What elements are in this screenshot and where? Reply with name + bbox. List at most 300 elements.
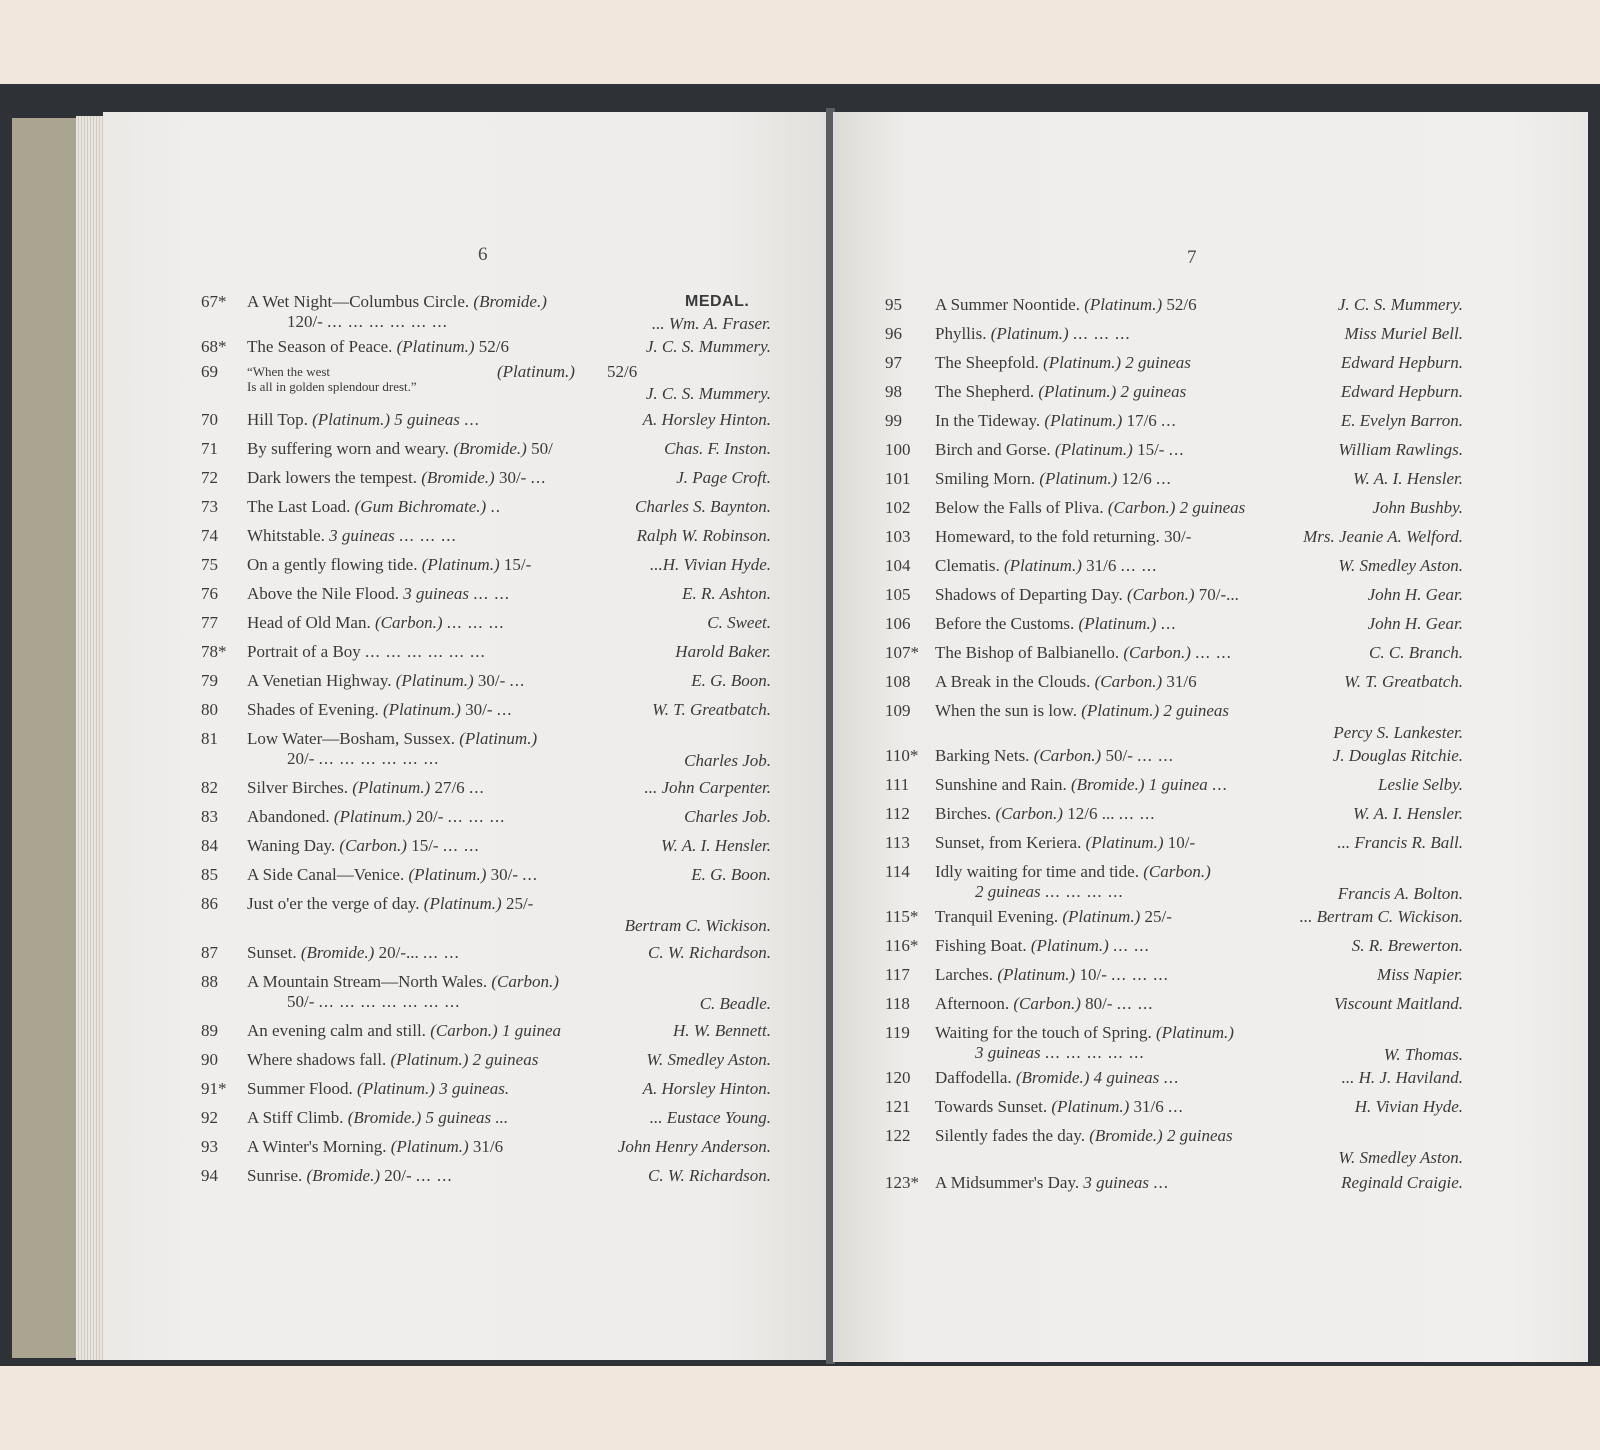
entry-number: 123* [885, 1173, 919, 1192]
entry-number: 76 [201, 584, 218, 603]
entry-process: (Platinum.) [352, 778, 431, 797]
entry-row [201, 1108, 771, 1132]
entry-main [247, 943, 460, 963]
entry-price: 1 guinea [501, 1021, 561, 1040]
entry-main [935, 1126, 1233, 1146]
entry-number: 122 [885, 1126, 911, 1145]
entry-title: Afternoon. [935, 994, 1010, 1013]
entry-title: Homeward, to the fold returning. [935, 527, 1160, 546]
entry-author: Leslie Selby. [1378, 775, 1463, 794]
entry-process: (Carbon.) [491, 972, 559, 991]
entry-main [935, 353, 1191, 373]
entry-dots: ... [1153, 1173, 1169, 1192]
entry-process: (Platinum.) [990, 324, 1069, 343]
entry-price: 12/6 [1121, 469, 1152, 488]
entry-author: J. C. S. Mummery. [645, 384, 771, 403]
entry-process: (Platinum.) [1030, 936, 1109, 955]
entry-row [201, 410, 771, 434]
entry-title: In the Tideway. [935, 411, 1041, 430]
entry-number: 117 [885, 965, 910, 984]
entry-number: 112 [885, 804, 910, 823]
right-page [833, 112, 1588, 1362]
entry-title: The Season of Peace. [247, 337, 393, 356]
entry-main [247, 778, 485, 798]
entry-dots: ... ... ... ... [1044, 882, 1124, 901]
entry-price: 15/- [503, 555, 532, 574]
entry-row [885, 994, 1463, 1018]
entry-main [247, 700, 513, 720]
entry-number: 96 [885, 324, 902, 343]
entry-number: 79 [201, 671, 218, 690]
entry-author: Bertram C. Wickison. [624, 916, 771, 935]
entry-dots: ... ... [1113, 936, 1150, 955]
entry-dots: ... ... [1120, 556, 1158, 575]
entry-title: A Mountain Stream—North Wales. [247, 972, 488, 991]
entry-author: ... John Carpenter. [644, 778, 771, 797]
entry-process: (Carbon.) [1143, 862, 1211, 881]
entry-dots: ... [464, 410, 480, 429]
entry-title: A Wet Night—Columbus Circle. [247, 292, 470, 311]
entry-number: 70 [201, 410, 218, 429]
entry-author: W. A. I. Hensler. [660, 836, 771, 855]
entry-main [935, 936, 1150, 956]
entry-process: (Platinum.) [1084, 295, 1163, 314]
entry-author: E. G. Boon. [691, 865, 771, 884]
entry-dots: ... [1161, 411, 1177, 430]
entry-price: 50/- [1105, 746, 1133, 765]
entry-number: 121 [885, 1097, 911, 1116]
entry-row [201, 729, 771, 775]
entry-title: The Bishop of Balbianello. [935, 643, 1120, 662]
entry-number: 114 [885, 862, 910, 881]
entry-dots: ... ... [1137, 746, 1174, 765]
entry-author: E. G. Boon. [691, 671, 771, 690]
entry-dots: ... [468, 778, 485, 797]
entry-number: 93 [201, 1137, 218, 1156]
entry-number: 75 [201, 555, 218, 574]
entry-number: 67* [201, 292, 227, 311]
entry-price: 50/ [531, 439, 553, 458]
entry-main [935, 1068, 1179, 1088]
entry-author: E. Evelyn Barron. [1340, 411, 1463, 430]
entry-dots: ... ... ... [447, 807, 506, 826]
entry-process: (Carbon.) [1013, 994, 1081, 1013]
entry-author: Charles S. Baynton. [635, 497, 771, 516]
entry-row [201, 972, 771, 1018]
entry-title: Above the Nile Flood. [247, 584, 400, 603]
entry-dots: ... [1168, 440, 1185, 459]
entry-title: Low Water—Bosham, Sussex. [247, 729, 455, 748]
entry-number: 107* [885, 643, 919, 662]
entry-main [247, 497, 501, 517]
entry-dots: .. [490, 497, 501, 516]
entry-title: A Venetian Highway. [247, 671, 392, 690]
entry-process: (Platinum.) [312, 410, 390, 429]
entry-price: 15/- [411, 836, 439, 855]
entry-author: Viscount Maitland. [1333, 994, 1463, 1013]
entry-author: C. Sweet. [707, 613, 771, 632]
entry-number: 108 [885, 672, 911, 691]
entry-title: Birch and Gorse. [935, 440, 1051, 459]
entry-process: (Carbon.) [1127, 585, 1195, 604]
entry-process: (Platinum.) [357, 1079, 435, 1098]
entry-number: 78* [201, 642, 227, 661]
entry-price: 30/- [490, 865, 519, 884]
entry-number: 91* [201, 1079, 227, 1098]
entry-dots: ... ... [442, 836, 480, 855]
entry-dots: ... ... ... [446, 613, 505, 632]
entry-title: Waiting for the touch of Spring. [935, 1023, 1152, 1042]
entry-main [247, 1050, 538, 1070]
entry-main [247, 865, 538, 885]
entry-title: Abandoned. [247, 807, 330, 826]
entry-dots: ... [509, 671, 526, 690]
entry-number: 80 [201, 700, 218, 719]
quote-text [247, 364, 417, 394]
medal-label: MEDAL. [685, 293, 750, 310]
entry-title: Hill Top. [247, 410, 308, 429]
entry-title: Whitstable. [247, 526, 325, 545]
entry-row [885, 324, 1463, 348]
entry-main [247, 1108, 508, 1128]
page-number: 6 [478, 244, 488, 265]
entry-title: On a gently flowing tide. [247, 555, 418, 574]
entry-dots: ... [1160, 614, 1177, 633]
entry-price: 10/- [1167, 833, 1196, 852]
entry-main [247, 729, 537, 749]
entry-main [935, 382, 1186, 402]
entry-price: 20/- [416, 807, 444, 826]
entry-row [885, 965, 1463, 989]
entry-number: 113 [885, 833, 910, 852]
entry-process: (Carbon.) [1123, 643, 1191, 662]
entry-number: 110* [885, 746, 919, 765]
entry-price: 31/6 [1166, 672, 1197, 691]
entry-number: 100 [885, 440, 911, 459]
entry-author: W. A. I. Hensler. [1352, 804, 1463, 823]
entry-process: (Platinum.) [1044, 411, 1123, 430]
entry-number: 105 [885, 585, 911, 604]
entry-author: C. Beadle. [699, 994, 771, 1013]
entry-row [201, 807, 771, 831]
entry-process: (Platinum.) [423, 894, 502, 913]
entry-number: 82 [201, 778, 218, 797]
entry-author: Edward Hepburn. [1340, 353, 1463, 372]
entry-price: 3 guineas [403, 584, 469, 603]
entry-price: 3 guineas [1083, 1173, 1149, 1192]
entry-price: 27/6 [434, 778, 465, 797]
entry-main [247, 584, 510, 604]
entry-process: (Platinum.) [396, 337, 475, 356]
entry-number: 90 [201, 1050, 218, 1069]
entry-main [247, 1079, 509, 1099]
entry-row [885, 775, 1463, 799]
entry-row [201, 497, 771, 521]
entry-process: (Carbon.) [374, 613, 443, 632]
entry-number: 85 [201, 865, 218, 884]
entry-row [201, 1050, 771, 1074]
entry-title: Silently fades the day. [935, 1126, 1085, 1145]
entry-title: Smiling Morn. [935, 469, 1036, 488]
entry-process: (Platinum.) [1081, 701, 1160, 720]
entry-process: (Carbon.) [430, 1021, 498, 1040]
entry-number: 92 [201, 1108, 218, 1127]
entry-author: William Rawlings. [1338, 440, 1463, 459]
entry-price: 30/- [1163, 527, 1192, 546]
entry-process: (Bromide.) [300, 943, 375, 962]
entry-number: 120 [885, 1068, 911, 1087]
entry-author: J. C. S. Mummery. [645, 337, 771, 356]
entry-row [201, 778, 771, 802]
entry-row [885, 440, 1463, 464]
entry-number: 118 [885, 994, 910, 1013]
entry-process: (Bromide.) [1015, 1068, 1090, 1087]
entry-process: (Platinum.) [382, 700, 461, 719]
entry-main [935, 965, 1169, 985]
entry-main [935, 498, 1245, 518]
entry-author: Edward Hepburn. [1340, 382, 1463, 401]
entry-main [935, 775, 1228, 795]
left-page [103, 112, 828, 1360]
entry-title: The Sheepfold. [935, 353, 1039, 372]
entry-author: Chas. F. Inston. [664, 439, 771, 458]
entry-title: Shades of Evening. [247, 700, 379, 719]
entry-row [201, 292, 771, 338]
entry-dots: ... ... [1195, 643, 1232, 662]
entry-price: 20/- [384, 1166, 412, 1185]
entry-price: 120/- [287, 312, 323, 331]
entry-number: 81 [201, 729, 218, 748]
entry-title: Portrait of a Boy [247, 642, 361, 661]
entry-number: 86 [201, 894, 218, 913]
entry-row [885, 701, 1463, 742]
entry-process: (Bromide.) [306, 1166, 380, 1185]
entry-main [247, 642, 486, 662]
entry-subline [287, 992, 460, 1012]
entry-dots: ... [1156, 469, 1172, 488]
entry-row [885, 643, 1463, 667]
entry-title: Daffodella. [935, 1068, 1012, 1087]
entry-author: J. Douglas Ritchie. [1332, 746, 1463, 765]
entry-process: (Bromide.) [1089, 1126, 1163, 1145]
entry-author: John Henry Anderson. [617, 1137, 771, 1156]
entry-process: (Bromide.) [347, 1108, 422, 1127]
entry-number: 97 [885, 353, 902, 372]
entry-author: Mrs. Jeanie A. Welford. [1303, 527, 1463, 546]
entry-main [247, 410, 480, 430]
entry-author: W. T. Greatbatch. [1344, 672, 1463, 691]
entry-dots: ... ... [1118, 804, 1156, 823]
entry-dots: ... ... ... [1111, 965, 1169, 984]
entry-number: 102 [885, 498, 911, 517]
entry-title: Sunset, from Keriera. [935, 833, 1082, 852]
entry-row [201, 613, 771, 637]
entry-author: ... Wm. A. Fraser. [651, 314, 771, 333]
entry-title: Idly waiting for time and tide. [935, 862, 1139, 881]
entry-price: 1 guinea [1148, 775, 1208, 794]
entry-row [201, 671, 771, 695]
entry-number: 77 [201, 613, 218, 632]
entry-main [247, 1166, 453, 1186]
entry-row [885, 295, 1463, 319]
entry-row [201, 1021, 771, 1045]
entry-row [885, 498, 1463, 522]
entry-author: John H. Gear. [1367, 585, 1463, 604]
entry-row [201, 894, 771, 935]
entry-process: (Carbon.) [995, 804, 1063, 823]
entry-title: Shadows of Departing Day. [935, 585, 1123, 604]
entry-title: Waning Day. [247, 836, 336, 855]
entry-author: ...H. Vivian Hyde. [649, 555, 771, 574]
entry-number: 88 [201, 972, 218, 991]
quote-line-2: Is all in golden splendour drest.” [247, 379, 417, 394]
entry-price: 2 guineas [472, 1050, 539, 1069]
entry-main [935, 1173, 1169, 1193]
entry-row [885, 936, 1463, 960]
entry-title: Barking Nets. [935, 746, 1030, 765]
entry-process: (Platinum.) [1062, 907, 1141, 926]
entry-main [935, 440, 1184, 460]
entry-number: 103 [885, 527, 911, 546]
entry-price: 2 guineas [1125, 353, 1191, 372]
entry-main [935, 672, 1197, 692]
entry-main [935, 585, 1239, 605]
entry-author: ... H. J. Haviland. [1341, 1068, 1463, 1087]
entry-price: 30/- [465, 700, 493, 719]
entry-process: (Platinum.) [421, 555, 500, 574]
entry-main [247, 836, 480, 856]
entry-process: (Platinum.) [1003, 556, 1082, 575]
entry-title: A Break in the Clouds. [935, 672, 1091, 691]
entry-row [885, 353, 1463, 377]
quote-line-1: “When the west [247, 364, 331, 379]
entry-process: (Bromide.) [453, 439, 527, 458]
entry-price: 2 guineas [975, 882, 1041, 901]
entry-price: 10/- [1079, 965, 1107, 984]
entry-price: 2 guineas [1166, 1126, 1233, 1145]
entry-row [885, 907, 1463, 931]
entry-dots: ... [1163, 1068, 1180, 1087]
entry-process: (Carbon.) [1107, 498, 1176, 517]
entry-author: C. W. Richardson. [648, 1166, 771, 1185]
entry-row [201, 526, 771, 550]
entry-author: Charles Job. [684, 751, 771, 770]
entry-title: Phyllis. [935, 324, 987, 343]
entry-row [201, 943, 771, 967]
entry-author: John H. Gear. [1367, 614, 1463, 633]
entry-row [201, 1079, 771, 1103]
entry-price: 25/- [1144, 907, 1172, 926]
entry-number: 101 [885, 469, 911, 488]
entry-price: 52/6 [607, 362, 638, 381]
entry-row [885, 1023, 1463, 1069]
page-stack [76, 116, 104, 1360]
entry-main [935, 746, 1174, 766]
entry-number: 84 [201, 836, 218, 855]
entry-row [885, 469, 1463, 493]
entry-price: 2 guineas [1163, 701, 1230, 720]
entry-price: 3 guineas [975, 1043, 1041, 1062]
entry-row [885, 382, 1463, 406]
entry-dots: ... [1168, 1097, 1184, 1116]
entry-main [935, 994, 1154, 1014]
entry-author: H. Vivian Hyde. [1354, 1097, 1463, 1116]
entry-row [885, 614, 1463, 638]
entry-number: 74 [201, 526, 218, 545]
entry-number: 94 [201, 1166, 218, 1185]
entry-price: 31/6 [1086, 556, 1117, 575]
entry-row [885, 527, 1463, 551]
entry-main [935, 907, 1172, 927]
entry-number: 115* [885, 907, 919, 926]
entry-process: (Carbon.) [1033, 746, 1102, 765]
entry-dots: ... [522, 865, 539, 884]
entry-number: 99 [885, 411, 902, 430]
entry-dots: ... ... ... ... ... ... ... [318, 992, 461, 1011]
entry-number: 83 [201, 807, 218, 826]
entry-title: Sunshine and Rain. [935, 775, 1067, 794]
entry-title: Summer Flood. [247, 1079, 353, 1098]
entry-title: Towards Sunset. [935, 1097, 1048, 1116]
entry-row [201, 362, 771, 403]
entry-author: W. Smedley Aston. [1338, 1148, 1463, 1167]
entry-title: Sunset. [247, 943, 297, 962]
entry-title: Silver Birches. [247, 778, 349, 797]
entry-main [935, 469, 1172, 489]
entry-main [935, 833, 1195, 853]
spine-edge [12, 118, 76, 1358]
entry-price: 30/- [498, 468, 527, 487]
entry-price: 20/- [287, 749, 315, 768]
entry-process: (Bromide.) [421, 468, 495, 487]
entry-row [201, 337, 771, 361]
entry-price: 30/- [477, 671, 506, 690]
entry-author: J. Page Croft. [676, 468, 771, 487]
entry-dots: ... [496, 700, 513, 719]
entry-row [885, 411, 1463, 435]
entry-price: 25/- [505, 894, 534, 913]
entry-process: (Platinum.) [333, 807, 412, 826]
entry-author: W. Thomas. [1383, 1045, 1463, 1064]
entry-row [885, 1126, 1463, 1167]
entry-author: Charles Job. [684, 807, 771, 826]
entry-process: (Platinum.) [390, 1050, 469, 1069]
entry-main [247, 894, 533, 914]
entry-author: Harold Baker. [675, 642, 771, 661]
page-number: 7 [1187, 247, 1197, 268]
entry-row [201, 439, 771, 463]
entry-process: (Platinum.) [497, 362, 575, 381]
entry-process: (Platinum.) [390, 1137, 469, 1156]
entry-main [247, 526, 457, 546]
entry-subline [975, 1043, 1145, 1063]
entry-dots: ... ... ... ... ... ... [318, 749, 440, 768]
entry-main [247, 439, 553, 459]
entry-title: Below the Falls of Pliva. [935, 498, 1104, 517]
entry-row [885, 1097, 1463, 1121]
entry-title: Dark lowers the tempest. [247, 468, 417, 487]
entry-row [201, 700, 771, 724]
entry-title: Birches. [935, 804, 992, 823]
entry-price: 17/6 [1126, 411, 1157, 430]
entry-author: A. Horsley Hinton. [642, 410, 771, 429]
entry-main [935, 1097, 1184, 1117]
entry-title: The Last Load. [247, 497, 351, 516]
entry-dots: ... [530, 468, 547, 487]
entry-title: Fishing Boat. [935, 936, 1027, 955]
entry-price: 3 guineas. [439, 1079, 510, 1098]
entry-title: By suffering worn and weary. [247, 439, 450, 458]
